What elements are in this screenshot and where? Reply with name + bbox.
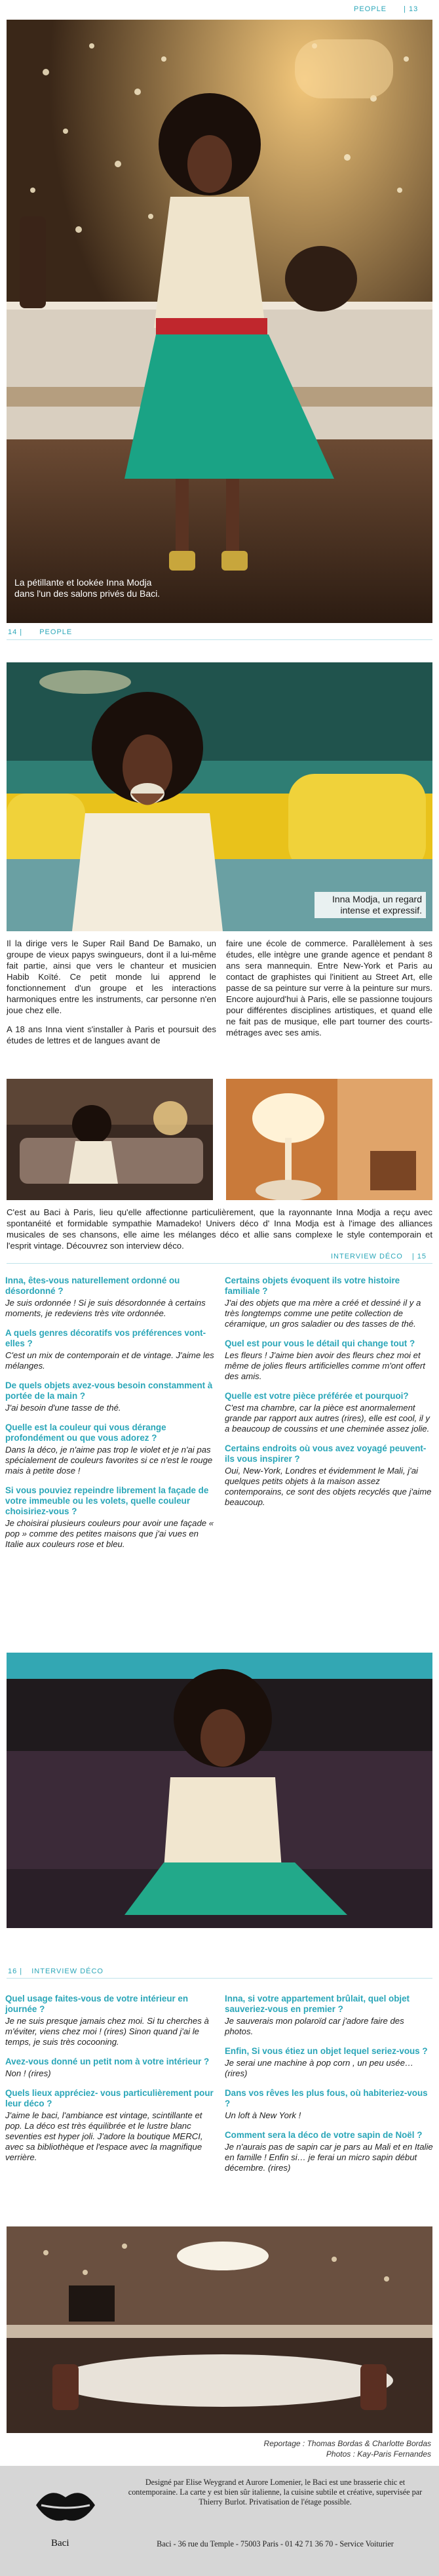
answer: Non ! (rires)	[5, 2068, 51, 2078]
question: Quelle est votre pièce préférée et pourquoi?	[225, 1391, 409, 1401]
question: Quel usage faites-vous de votre intérieur en journée ?	[5, 1994, 189, 2014]
question: Certains objets évoquent ils votre histoire familiale ?	[225, 1276, 400, 1296]
answer: J'ai des objets que ma mère a créé et dessiné il y a très longtemps comme une petite collection de céramique, un gros saladier ou des tasses de thé.	[225, 1298, 421, 1329]
answer: Un loft à New York !	[225, 2110, 301, 2120]
footer-blurb: Designé par Elise Weygrand et Aurore Lomenier, le Baci est une brasserie chic et contemporaine. La carte y est bien sûr italienne, la cuisine subtile et créative, supervisée par Thierry Burlot. Privatisation de l'étage possible.	[128, 2478, 423, 2506]
qa-item	[5, 1994, 215, 2047]
lamp-interior-illustration	[226, 1079, 432, 1200]
page3-number: | 15	[411, 1253, 427, 1260]
footer-address: Baci - 36 rue du Temple - 75003 Paris - 01 42 71 36 70 - Service Voiturier	[157, 2539, 394, 2548]
qa-item	[225, 1276, 433, 1329]
question: Quelle est la couleur qui vous dérange profondément ou que vous adorez ?	[5, 1422, 166, 1443]
qa-item	[5, 1485, 215, 1550]
page2-intro-left-paragraph-2: A 18 ans Inna vient s'installer à Paris et poursuit des études de lettres et de langues avant de	[7, 1024, 216, 1045]
page4-qa-right	[225, 1994, 433, 2183]
page2-lamp-photo	[226, 1079, 432, 1200]
question: Inna, si votre appartement brûlait, quel objet sauveriez-vous en premier ?	[225, 1994, 410, 2014]
question: De quels objets avez-vous besoin constamment à portée de la main ?	[5, 1380, 213, 1401]
tea-cup-portrait-illustration	[7, 662, 432, 931]
answer: Oui, New-York, Londres et évidemment le Mali, j'ai quelques petits objets à la maison assez contemporains, ce sont des objets recyclés que j'aime beaucoup.	[225, 1466, 432, 1507]
page3-section: INTERVIEW DÉCO	[331, 1253, 403, 1260]
page2-lounge-photo	[7, 1079, 213, 1200]
salon-portrait-illustration	[7, 20, 432, 623]
answer: Les fleurs ! J'aime bien avoir des fleurs chez moi et même de jolies fleurs artificielles comme m'ont offert des amis.	[225, 1350, 425, 1381]
credit-photos: Photos : Kay-Paris Fernandes	[326, 2449, 431, 2459]
answer: Dans la déco, je n'aime pas trop le violet et je n'ai pas spécialement de couleurs favorites si ce n'est le rouge mais à petite dose !	[5, 1445, 213, 1476]
qa-item	[225, 2088, 433, 2121]
page2-header-rule	[7, 639, 432, 640]
qa-item	[225, 2130, 433, 2173]
page2-photo-caption: Inna Modja, un regard intense et expressif.	[315, 892, 426, 918]
qa-item	[225, 1443, 433, 1508]
answer: Je choisirai plusieurs couleurs pour avoir une façade « pop » comme des petites maisons que j'ai vues en Italie aux couleurs rose et bleu.	[5, 1518, 214, 1549]
answer: Je serai une machine à pop corn , un peu usée… (rires)	[225, 2058, 414, 2078]
question: Quel est pour vous le détail qui change tout ?	[225, 1338, 415, 1348]
answer: C'est ma chambre, car la pièce est anormalement grande par rapport aux autres (rires), elle est cool, il y a beaucoup de coussins et une cheminée assez jolie.	[225, 1403, 430, 1434]
question: Quels lieux appréciez- vous particulièrement pour leur déco ?	[5, 2088, 214, 2108]
restaurant-interior-illustration	[7, 2226, 432, 2433]
qa-item	[5, 1276, 215, 1319]
question: Certains endroits où vous avez voyagé peuvent-ils vous inspirer ?	[225, 1443, 427, 1464]
question: Comment sera la déco de votre sapin de Noël ?	[225, 2130, 423, 2140]
page3-qa-right	[225, 1276, 433, 1517]
page4-qa-left	[5, 1994, 215, 2172]
qa-item	[225, 2046, 433, 2079]
qa-item	[5, 2057, 215, 2079]
answer: C'est un mix de contemporain et de vintage. J'aime les mélanges.	[5, 1350, 214, 1371]
qa-item	[225, 1338, 433, 1382]
qa-item	[5, 1422, 215, 1476]
page1-number: | 13	[404, 5, 419, 13]
answer: Je ne suis presque jamais chez moi. Si tu cherches à m'éviter, viens chez moi ! (rires) Sinon quand j'ai le temps, je suis très cocooning.	[5, 2016, 209, 2047]
page3-header	[331, 1253, 427, 1260]
page1-section: PEOPLE	[354, 5, 387, 13]
qa-item	[225, 1994, 433, 2037]
page4-number: 16 |	[8, 1967, 23, 1975]
page4-header	[8, 1967, 104, 1975]
answer: J'ai besoin d'une tasse de thé.	[5, 1403, 121, 1413]
page1-portrait-photo	[7, 20, 432, 623]
page2-full-paragraph: C'est au Baci à Paris, lieu qu'elle affectionne particulièrement, que la rayonnante Inna Modja a reçu avec spontanéité et formidable sympathie Mamadeko! Univers déco d' Inna Modja est à l'image des alliances musicales de ses chansons, elle aime les mélanges déco et allie sans complexe le style contemporain et l'esprit vintage. Découvrez son interview déco.	[7, 1207, 432, 1251]
page4-restaurant-photo	[7, 2226, 432, 2433]
page3-header-rule	[7, 1263, 432, 1264]
question: Si vous pouviez repeindre librement la façade de votre immeuble ou les volets, quelle couleur choisiriez-vous ?	[5, 1485, 209, 1516]
question: Inna, êtes-vous naturellement ordonné ou désordonné ?	[5, 1276, 180, 1296]
answer: J'aime le baci, l'ambiance est vintage, scintillante et pop. La déco est très équilibrée et le lustre blanc seventies est hyper joli. J'adore la boutique MERCI, avec sa bibliothèque et l'espace avec la magnifique verrière.	[5, 2110, 203, 2162]
lounge-sofa-illustration	[7, 1079, 213, 1200]
qa-item	[5, 1380, 215, 1413]
page4-credits	[264, 2438, 431, 2459]
credit-reportage: Reportage : Thomas Bordas & Charlotte Bordas	[263, 2439, 431, 2448]
page4-section: INTERVIEW DÉCO	[31, 1967, 104, 1975]
question: Avez-vous donné un petit nom à votre intérieur ?	[5, 2057, 210, 2066]
answer: Je suis ordonnée ! Si je suis désordonnée à certains moments, je redeviens très vite ordonnée.	[5, 1298, 206, 1318]
page2-intro-left-paragraph-1: Il la dirige vers le Super Rail Band De Bamako, un groupe de vieux papys swingueurs, dont il a lui-même fait partie, ainsi que vers le chanteur et musicien Habib Koïté. Ce petit monde lui apprend le fonctionnement d'un groupe et les interactions harmoniques entre les instruments, car personne n'en joue chez elle.	[7, 938, 216, 1015]
page4-header-rule	[7, 1978, 432, 1979]
page2-intro-left-column	[7, 938, 216, 1054]
qa-item	[5, 2088, 215, 2163]
page2-intro-right-paragraph-1: faire une école de commerce. Parallèlement à ses études, elle intègre une grande agence et pendant 8 ans sera mannequin. Entre New-York et Paris au contact de graphistes qui l'initient au Street Art, elle passe de sa peinture sur verre à la peinture sur murs. Encore aujourd'hui à Paris, elle se passionne toujours pour différentes disciplines artistiques, et quand elle ne fait pas de musique, elle part tourner des courts-métrages avec ses amis.	[226, 938, 432, 1037]
footer-brand: Baci	[51, 2538, 69, 2548]
page2-number: 14 |	[8, 628, 23, 636]
page2-intro-right-column	[226, 938, 432, 1046]
page2-section: PEOPLE	[39, 628, 73, 636]
page1-header	[354, 5, 418, 13]
qa-item	[225, 1391, 433, 1434]
page3-qa-left	[5, 1276, 215, 1559]
lips-logo-icon	[29, 2479, 102, 2531]
page1-photo-caption: La pétillante et lookée Inna Modja dans l'un des salons privés du Baci.	[14, 577, 161, 599]
page3-sofa-photo	[7, 1653, 432, 1928]
answer: Je sauverais mon polaroïd car j'adore faire des photos.	[225, 2016, 404, 2036]
question: Dans vos rêves les plus fous, où habiteriez-vous ?	[225, 2088, 428, 2108]
qa-item	[5, 1328, 215, 1371]
baci-footer	[0, 2466, 439, 2576]
sofa-portrait-illustration	[7, 1653, 432, 1928]
answer: Je n'aurais pas de sapin car je pars au Mali et en Italie en famille ! Enfin si… je ferai un micro sapin début décembre. (rires)	[225, 2142, 433, 2173]
question: A quels genres décoratifs vos préférences vont-elles ?	[5, 1328, 206, 1348]
page2-tea-photo	[7, 662, 432, 931]
page2-header	[8, 628, 72, 636]
question: Enfin, Si vous étiez un objet lequel seriez-vous ?	[225, 2046, 428, 2056]
